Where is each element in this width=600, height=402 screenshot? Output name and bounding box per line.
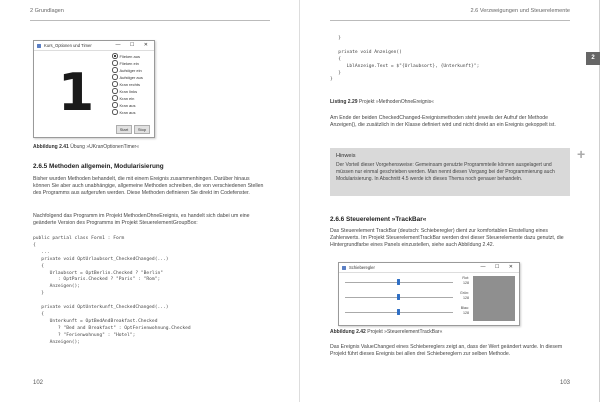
code-listing: public partial class Form1 : Form { ... private void OptUrlaubsort_CheckedChanged(...) { Urlaubsort = OptBerlin.Checked ? "Berlin" : OptParis.Checked ? "Paris" : "Rom"; Anzeigen(); } private void OptUnterkunft_CheckedChanged(...) { Unterkunft = OptBedAndBreakfast.Checked ? "Bed and Breakfast" : OptFerienwohnung.Checked ? "Ferienwohnung" : "Hotel"; Anzeigen(); — [33, 236, 191, 345]
big-value-display: 1 — [58, 63, 95, 123]
figure-caption — [330, 329, 442, 335]
caption-text: Übung »UKranOptionenTimer« — [68, 144, 139, 150]
radio-dot-icon — [112, 74, 118, 80]
window-titlebar — [339, 263, 519, 273]
app-icon — [37, 44, 41, 48]
trackbar-thumb — [397, 294, 400, 300]
radio-option: Kran aus — [112, 109, 136, 116]
listing-text: Projekt »MethodenOhneEreignis« — [357, 99, 434, 105]
stop-button: Stop — [134, 125, 150, 134]
radio-option: Flieken aus — [112, 53, 140, 60]
radio-option: Kran links — [112, 88, 137, 95]
trackbar-window-screenshot — [338, 262, 520, 326]
trackbar-thumb — [397, 309, 400, 315]
app-icon — [342, 266, 346, 270]
window-controls: — ☐ ✕ — [480, 264, 517, 270]
page-number: 102 — [33, 380, 44, 386]
hinweis-text: Der Vorteil dieser Vorgehensweise: Gemeinsam genutzte Programmteile können ausgelagert und müssen nur einmal geschrieben werden. Man nennt diesen Vorgang bei der Programmierung auch Modularisierung. In Abschnitt 4.5 werde ich dieses Thema noch genauer behandeln. — [336, 162, 555, 182]
caption-label: Abbildung 2.41 — [33, 144, 69, 150]
paragraph: Am Ende der beiden CheckedChanged-Ereignismethoden steht jeweils der Aufruf der Methode Anzeigen(), die zusätzlich in der Klasse definiert wird und nicht direkt an ein Ereignis gekoppelt ist. — [330, 115, 556, 129]
right-page — [300, 0, 600, 402]
radio-dot-icon — [112, 60, 118, 66]
trackbar-label: Blau: 128 — [460, 306, 469, 315]
color-panel — [473, 276, 515, 321]
radio-dot-icon — [112, 81, 118, 87]
plus-icon: + — [577, 146, 586, 162]
caption-label: Abbildung 2.42 — [330, 329, 366, 335]
paragraph: Bisher wurden Methoden behandelt, die mit einem Ereignis zusammenhingen. Darüber hinaus können Sie aber auch unabhängige, allgemeine Methoden schreiben, die von verschiedenen Stellen des Programms aus aufgerufen werden. Diese Methoden definieren Sie direkt im Codefenster. — [33, 176, 264, 197]
section-heading: 2.6.5 Methoden allgemein, Modularisierung — [33, 163, 164, 170]
window-titlebar — [34, 41, 154, 51]
radio-option: Kran ein — [112, 95, 134, 102]
caption-text: Projekt »SteuerelementTrackBar« — [365, 329, 443, 335]
running-head-text: 2 Grundlagen — [30, 8, 64, 14]
radio-option: Flieken ein — [112, 60, 139, 67]
running-head-text: 2.6 Verzweigungen und Steuerelemente — [470, 8, 570, 14]
chapter-tab: 2 — [586, 52, 600, 65]
radio-option: Aufstiger aus — [112, 74, 143, 81]
window-controls: — ☐ ✕ — [115, 42, 152, 48]
listing-caption — [330, 99, 434, 105]
radio-dot-icon — [112, 109, 118, 115]
radio-dot-icon — [112, 67, 118, 73]
page-number: 103 — [559, 380, 570, 386]
running-head-left — [30, 8, 270, 21]
hinweis-box — [330, 148, 570, 196]
radio-dot-icon — [112, 95, 118, 101]
radio-dot-icon — [112, 53, 118, 59]
radio-option: Aufstiger ein — [112, 67, 142, 74]
paragraph: Das Steuerelement TrackBar (deutsch: Schieberegler) dient zur komfortablen Einstellung eines Zahlenwerts. Im Projekt SteuerelementTrackBar werden drei dieser Steuerelemente dazu genutzt, die Hintergrundfarbe eines Panels einzustellen, siehe auch Abbildung 2.42. — [330, 228, 564, 249]
kran-window-screenshot — [33, 40, 155, 138]
window-title: Schieberegler — [349, 265, 375, 270]
trackbar-thumb — [397, 279, 400, 285]
running-head-right — [330, 8, 570, 21]
radio-option: Kran aus — [112, 102, 136, 109]
paragraph: Nachfolgend das Programm im Projekt MethodenOhneEreignis, es handelt sich dabei um eine geänderte Version des Programms im Projekt SteuerelementGroupBox: — [33, 213, 250, 227]
radio-option: Kran rechts — [112, 81, 140, 88]
hinweis-title: Hinweis — [336, 153, 356, 159]
radio-dot-icon — [112, 102, 118, 108]
figure-caption — [33, 144, 139, 150]
listing-label: Listing 2.29 — [330, 99, 358, 105]
paragraph: Das Ereignis ValueChanged eines Schiebereglers zeigt an, dass der Wert geändert wurde. In diesem Projekt führt dieses Ereignis bei allen drei Schiebereglern zur selben Methode. — [330, 344, 563, 358]
radio-dot-icon — [112, 88, 118, 94]
trackbar-label: Grün: 128 — [460, 291, 469, 300]
code-listing: } private void Anzeigen() { LblAnzeige.Text = $"{Urlaubsort}, {Unterkunft}"; } } — [330, 36, 480, 83]
start-button: Start — [116, 125, 132, 134]
trackbar-label: Rot: 128 — [462, 276, 469, 285]
window-title: Kurs_Optionen und Timer — [44, 43, 92, 48]
section-heading: 2.6.6 Steuerelement »TrackBar« — [330, 216, 427, 223]
